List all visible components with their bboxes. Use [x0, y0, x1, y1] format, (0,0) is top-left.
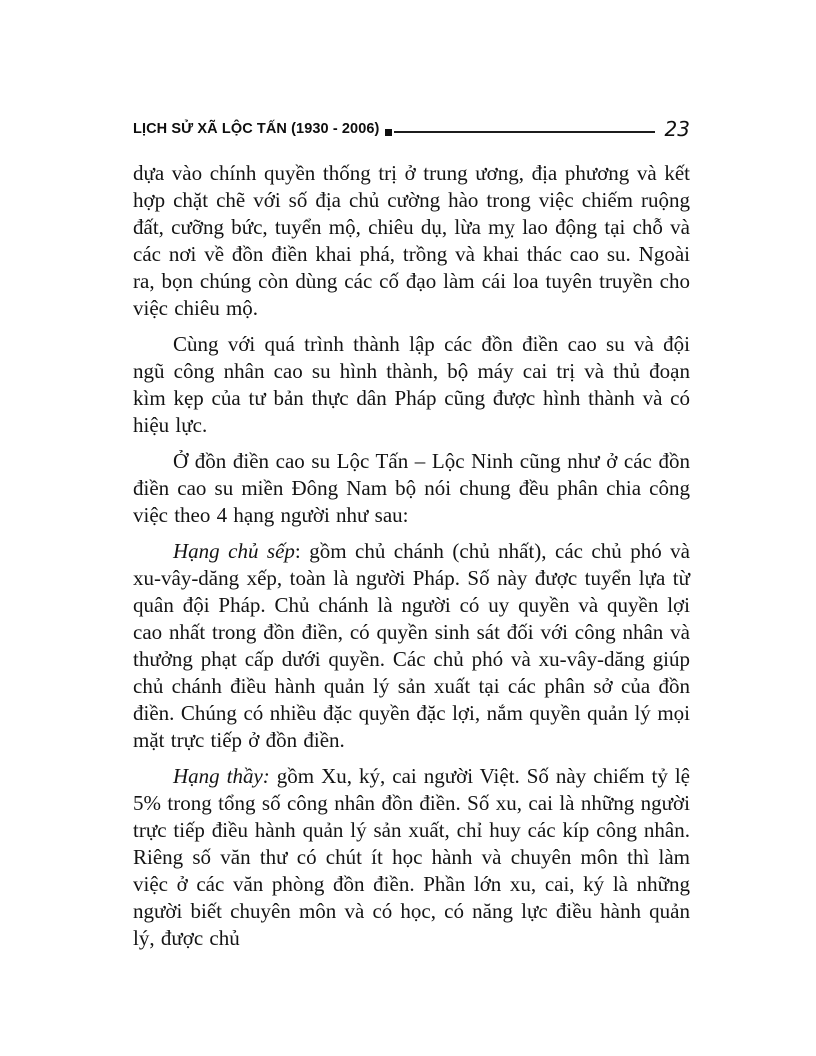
paragraph: [133, 331, 690, 439]
text-segment: Cùng với quá trình thành lập các đồn điền cao su và đội ngũ công nhân cao su hình thành, bộ máy cai trị và thủ đoạn kìm kẹp của tư bản thực dân Pháp cũng được hình thành và có hiệu lực.: [133, 332, 690, 437]
paragraph: [133, 763, 690, 952]
paragraph: [133, 538, 690, 754]
page-number: 23: [664, 117, 690, 141]
page-header: [133, 116, 690, 142]
italic-text-segment: Hạng chủ sếp: [173, 539, 295, 563]
text-segment: gồm Xu, ký, cai người Việt. Số này chiếm tỷ lệ 5% trong tổng số công nhân đồn điền. Số xu, cai là những người trực tiếp điều hành quản lý sản xuất, chỉ huy các kíp công nhân. Riêng số văn thư có chút ít học hành và chuyên môn thì làm việc ở các văn phòng đồn điền. Phần lớn xu, cai, ký là những người biết chuyên môn và có học, có năng lực điều hành quản lý, được chủ: [133, 764, 690, 950]
text-segment: Ở đồn điền cao su Lộc Tấn – Lộc Ninh cũng như ở các đồn điền cao su miền Đông Nam bộ nói chung đều phân chia công việc theo 4 hạng người như sau:: [133, 449, 690, 527]
running-header-title: LỊCH SỬ XÃ LỘC TẤN (1930 - 2006): [133, 121, 380, 137]
square-bullet-icon: [385, 129, 392, 136]
header-rule: [394, 131, 654, 133]
italic-text-segment: Hạng thầy:: [173, 764, 270, 788]
text-segment: dựa vào chính quyền thống trị ở trung ương, địa phương và kết hợp chặt chẽ với số địa chủ cường hào trong việc chiếm ruộng đất, cưỡng bức, tuyển mộ, chiêu dụ, lừa mỵ lao động tại chỗ và các nơi về đồn điền khai phá, trồng và khai thác cao su. Ngoài ra, bọn chúng còn dùng các cố đạo làm cái loa tuyên truyền cho việc chiêu mộ.: [133, 161, 690, 320]
paragraph: [133, 160, 690, 322]
paragraph: [133, 448, 690, 529]
page-body-text: [133, 160, 690, 952]
text-segment: : gồm chủ chánh (chủ nhất), các chủ phó và xu-vây-dăng xếp, toàn là người Pháp. Số này được tuyển lựa từ quân đội Pháp. Chủ chánh là người có uy quyền và quyền lợi cao nhất trong đồn điền, có quyền sinh sát đối với công nhân và thưởng phạt cấp dưới quyền. Các chủ phó và xu-vây-dăng giúp chủ chánh điều hành quản lý sản xuất tại các phân sở của đồn điền. Chúng có nhiều đặc quyền đặc lợi, nắm quyền quản lý mọi mặt trực tiếp ở đồn điền.: [133, 539, 690, 752]
